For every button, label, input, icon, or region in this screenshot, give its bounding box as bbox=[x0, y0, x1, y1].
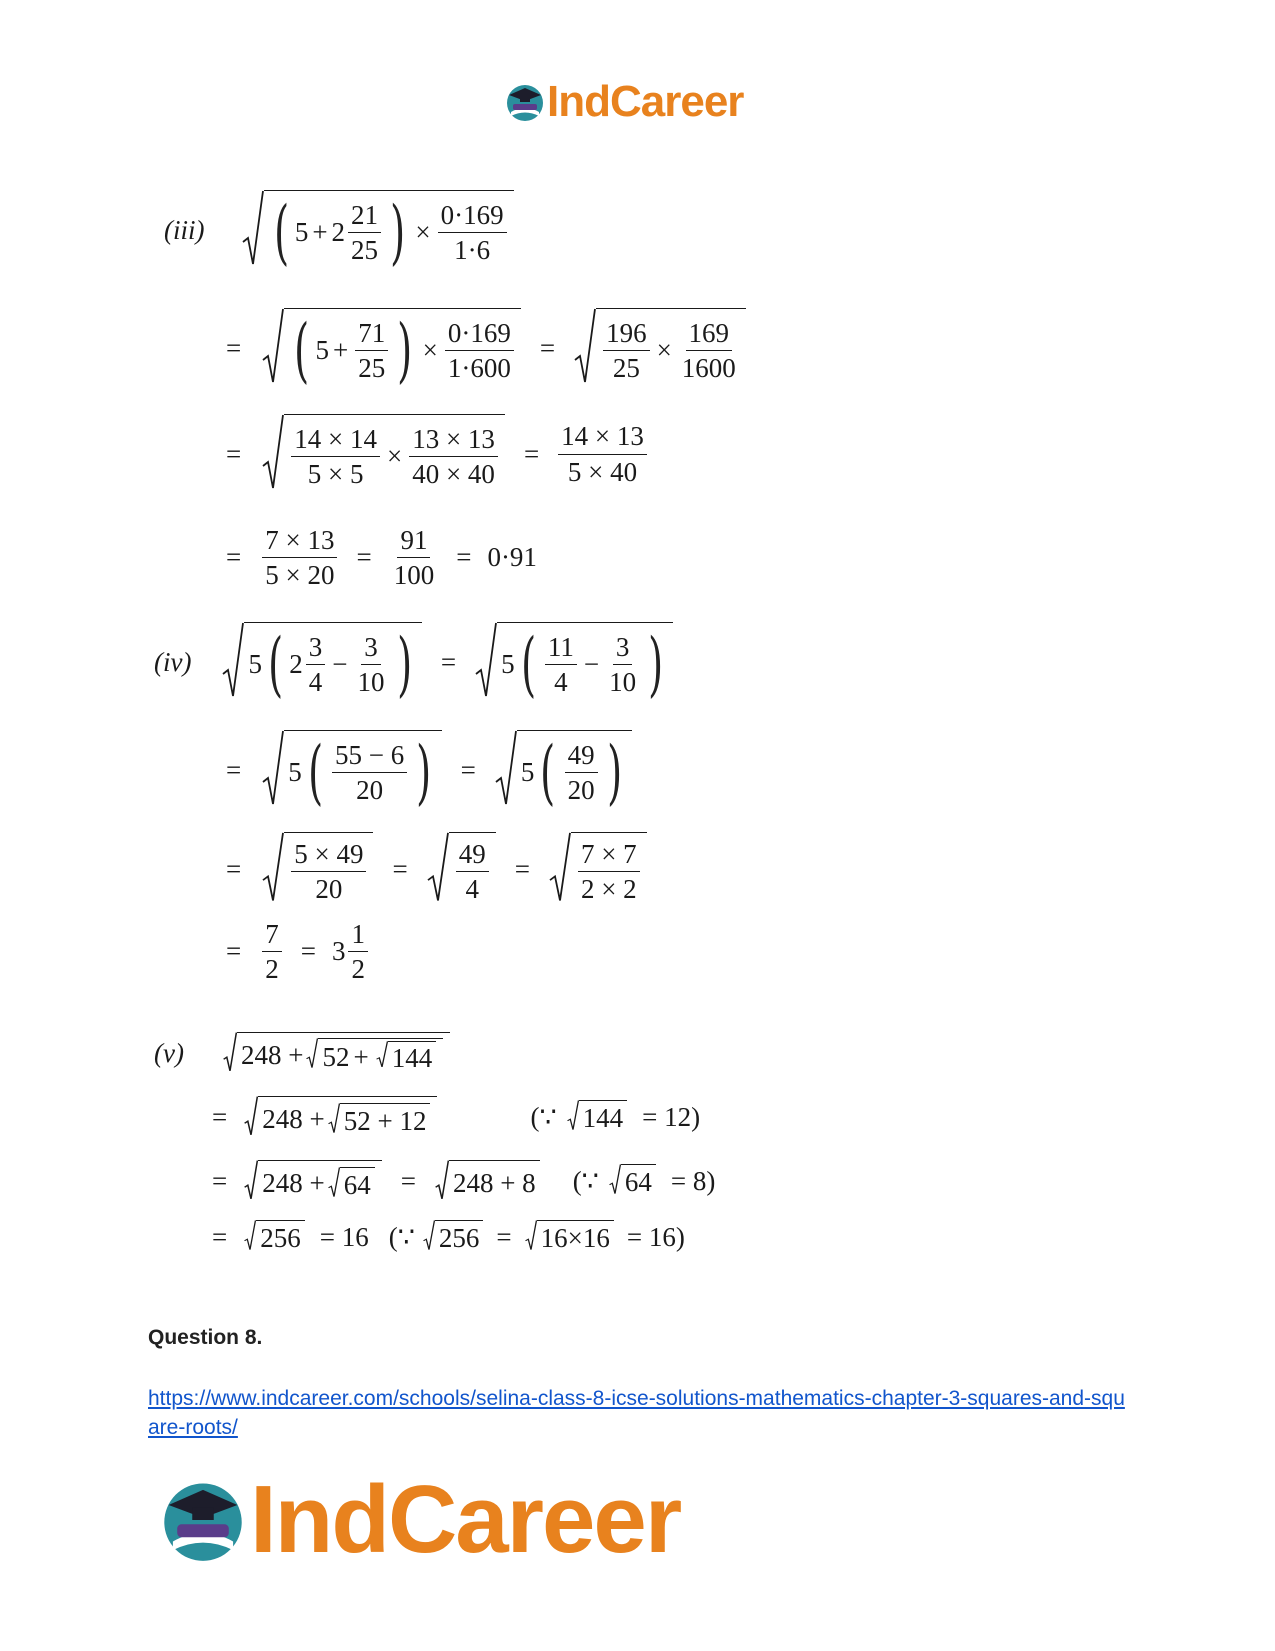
step-v-line-1 bbox=[154, 1032, 453, 1074]
radical: 256 bbox=[423, 1220, 484, 1254]
equals-sign: = bbox=[539, 332, 556, 363]
times-sign: × bbox=[386, 441, 403, 471]
fraction: $\frac{7}{2}$ bbox=[262, 920, 282, 984]
fraction: $\frac{0\cdot 169}{1\cdot 600}$ bbox=[445, 319, 514, 383]
term: 5 bbox=[294, 217, 309, 247]
fraction: $\frac{21}{25}$ bbox=[348, 201, 381, 265]
times-sign: × bbox=[422, 335, 438, 365]
radical bbox=[306, 1038, 443, 1074]
equals-sign: = bbox=[212, 1165, 228, 1196]
question-title: Question 8. bbox=[148, 1326, 263, 1349]
plus-sign: + bbox=[333, 335, 349, 365]
radical: 5 ( $\frac{11}{4}$ − $\frac{3}{10}$ ) bbox=[475, 622, 673, 702]
fraction: $\frac{196}{25}$ bbox=[603, 319, 650, 383]
radical bbox=[549, 832, 647, 906]
equals-sign: = bbox=[226, 936, 242, 967]
step-v-line-3 bbox=[212, 1160, 715, 1202]
step-iv-line-4 bbox=[226, 920, 371, 984]
radical: 16×16 bbox=[525, 1220, 614, 1254]
fraction: $\frac{7 \times 13}{5 \times 20}$ bbox=[262, 526, 337, 590]
result: = 16 bbox=[319, 1221, 369, 1252]
brand-name: IndCareer bbox=[250, 1466, 681, 1573]
equals-sign: = bbox=[460, 754, 476, 785]
radical bbox=[244, 1220, 305, 1254]
radical: 64 bbox=[609, 1164, 656, 1198]
part-label-v: (v) bbox=[154, 1037, 184, 1068]
step-iv-line-3 bbox=[226, 832, 650, 906]
fraction: $\frac{5 \times 49}{20}$ bbox=[291, 840, 366, 904]
term: 5 bbox=[520, 757, 535, 787]
term: 64 bbox=[343, 1169, 371, 1200]
equals-sign: = bbox=[440, 646, 457, 677]
fraction: $\frac{91}{100}$ bbox=[393, 525, 435, 591]
step-iv-line-2 bbox=[226, 730, 635, 813]
plus-sign: + bbox=[353, 1041, 369, 1072]
radical: 5 ( 2 $\frac{3}{4}$ − $\frac{3}{10}$ ) bbox=[222, 622, 421, 702]
fraction: $\frac{49}{20}$ bbox=[565, 741, 598, 805]
equals-sign: = bbox=[514, 853, 530, 884]
radical bbox=[376, 1041, 437, 1074]
part-label-iv: (iv) bbox=[154, 646, 192, 677]
step-v-line-4 bbox=[212, 1220, 685, 1254]
source-link[interactable]: https://www.indcareer.com/schools/selina-class-8-icse-solutions-mathematics-chapter-3-squares-and-square-roots/ bbox=[148, 1387, 1125, 1439]
equals-sign: = bbox=[392, 853, 408, 884]
term: 248 + bbox=[240, 1040, 304, 1070]
fraction: $\frac{13 \times 13}{40 \times 40}$ bbox=[409, 425, 498, 489]
term: 5 bbox=[501, 649, 515, 679]
radical bbox=[328, 1167, 375, 1201]
fraction: $\frac{3}{10}$ bbox=[357, 631, 385, 697]
times-sign: × bbox=[656, 335, 672, 365]
fraction: $\frac{14 \times 14}{5 \times 5}$ bbox=[291, 425, 380, 489]
radical: 5 ( $\frac{55 - 6}{20}$ ) bbox=[262, 730, 441, 810]
fraction: $\frac{7 \times 7}{2 \times 2}$ bbox=[578, 840, 640, 904]
radical bbox=[574, 308, 746, 388]
term: 52 + 12 bbox=[343, 1105, 427, 1136]
equals-sign: = bbox=[523, 438, 540, 469]
term: 248 + 8 bbox=[452, 1168, 536, 1198]
equals-sign: = bbox=[212, 1101, 228, 1132]
fraction: $\frac{169}{1600}$ bbox=[681, 317, 736, 383]
header-logo bbox=[505, 77, 744, 126]
term: 5 bbox=[288, 757, 302, 787]
reason-note: (∵ 144 = 12) bbox=[530, 1101, 701, 1133]
radical: 144 bbox=[567, 1100, 628, 1134]
radical bbox=[244, 1096, 437, 1138]
minus-sign: − bbox=[583, 649, 600, 679]
step-iii-line-3 bbox=[226, 414, 650, 494]
equals-sign: = bbox=[300, 936, 316, 967]
step-iii-line-4 bbox=[226, 526, 537, 590]
fraction: $\frac{55 - 6}{20}$ bbox=[332, 741, 407, 805]
equals-sign: = bbox=[226, 542, 242, 573]
fraction: $\frac{71}{25}$ bbox=[355, 319, 388, 383]
brand-name: IndCareer bbox=[547, 77, 744, 126]
fraction: $\frac{49}{4}$ bbox=[456, 840, 489, 904]
fraction: $\frac{3}{4}$ bbox=[306, 633, 326, 697]
mixed-number: 3 $\frac{1}{2}$ bbox=[332, 920, 371, 984]
step-iv-line-1 bbox=[154, 622, 676, 705]
part-label-iii: (iii) bbox=[164, 214, 205, 245]
result: 0·91 bbox=[487, 542, 537, 573]
step-v-line-2 bbox=[212, 1096, 700, 1138]
step-iii-line-1 bbox=[164, 190, 517, 273]
graduation-book-icon bbox=[160, 1477, 246, 1563]
fraction: $\frac{0\cdot 169}{1\cdot 6}$ bbox=[438, 201, 507, 265]
radical bbox=[427, 832, 496, 906]
fraction: $\frac{3}{10}$ bbox=[609, 631, 637, 697]
footer-logo bbox=[160, 1466, 681, 1573]
fraction: $\frac{11}{4}$ bbox=[545, 633, 577, 697]
fraction: $\frac{14 \times 13}{5 \times 40}$ bbox=[558, 422, 647, 486]
reason-note: (∵ 256 = 16×16 = 16) bbox=[388, 1221, 685, 1253]
term: 5 bbox=[248, 649, 262, 679]
radical bbox=[328, 1103, 431, 1137]
equals-sign: = bbox=[400, 1165, 416, 1196]
radical bbox=[262, 832, 373, 906]
step-iii-line-2 bbox=[226, 308, 749, 391]
term: 248 + bbox=[262, 1104, 325, 1134]
term: 5 bbox=[315, 335, 330, 365]
radical: ( 5 + 2 $\frac{21}{25}$ ) × $\frac{0\cdot 169}{1\cdot 6}$ bbox=[242, 190, 514, 270]
radical: ( 5 + $\frac{71}{25}$ ) × $\frac{0\cdot 169}{1\cdot 600}$ bbox=[262, 308, 521, 388]
equals-sign: = bbox=[356, 542, 372, 573]
term: 144 bbox=[391, 1042, 433, 1073]
radical: 5 ( $\frac{49}{20}$ ) bbox=[495, 730, 632, 810]
plus-sign: + bbox=[312, 217, 328, 247]
radical bbox=[244, 1160, 381, 1202]
fraction: $\frac{1}{2}$ bbox=[348, 920, 368, 984]
whole-part: 2 bbox=[289, 649, 303, 679]
equals-sign: = bbox=[226, 332, 242, 363]
term: 248 + bbox=[262, 1168, 325, 1198]
whole-part: 2 bbox=[331, 217, 346, 247]
equals-sign: = bbox=[226, 754, 242, 785]
radical bbox=[262, 414, 505, 494]
term: 52 bbox=[322, 1041, 350, 1072]
radical bbox=[435, 1160, 540, 1202]
minus-sign: − bbox=[332, 649, 348, 679]
reason-note: (∵ 64 = 8) bbox=[572, 1165, 716, 1197]
equals-sign: = bbox=[456, 542, 472, 573]
times-sign: × bbox=[415, 217, 431, 247]
equals-sign: = bbox=[212, 1221, 228, 1252]
radical bbox=[223, 1032, 450, 1074]
term: 256 bbox=[260, 1223, 301, 1253]
graduation-book-icon bbox=[505, 82, 545, 122]
equals-sign: = bbox=[226, 853, 242, 884]
equals-sign: = bbox=[226, 438, 242, 469]
